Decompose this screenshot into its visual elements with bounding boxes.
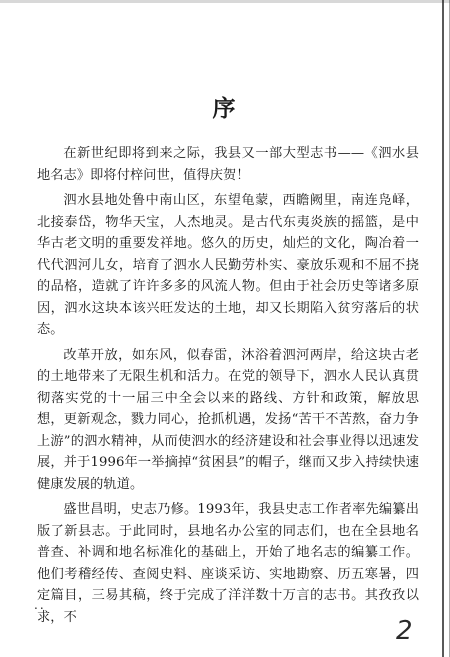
paragraph-2: 泗水县地处鲁中南山区，东望龟蒙，西瞻阙里，南连凫峄，北接泰岱，物华天宝，人杰地灵。是古代东夷炎族的摇篮，是中华古老文明的重要发祥地。悠久的历史，灿烂的文化，陶冶着一代代泗河儿女，培育了泗水人民勤劳朴实、豪放乐观和不屈不挠的品格，造就了许许多多的风流人物。但由于社会历史等诸多原因，泗水这块本该兴旺发达的土地，却又长期陷入贫穷落后的状态。 [37,193,419,337]
page-title: 序 [212,95,238,122]
stray-marks: .. [34,598,46,612]
paragraph-1: 在新世纪即将到来之际，我县又一部大型志书——《泗水县地名志》即将付梓问世，值得庆贺！ [37,146,419,183]
body-text [37,143,419,632]
paragraph-3: 改革开放，如东风，似春雷，沐浴着泗河两岸，给这块古老的土地带来了无限生机和活力。在党的领导下，泗水人民认真贯彻落实党的十一届三中全会以来的路线、方针和政策，解放思想，更新观念，戮力同心，抢抓机遇，发扬“苦干不苦熬，奋力争上游”的泗水精神，从而使泗水的经济建设和社会事业得以迅速发展，并于1996年一举摘掉“贫困县”的帽子，继而又步入持续快速健康发展的轨道。 [37,347,419,492]
handwritten-page-number: 2 [396,616,413,646]
scan-edge-top [0,0,450,3]
paragraph-4: 盛世昌明，史志乃修。1993年，我县史志工作者率先编纂出版了新县志。于此同时，县地名办公室的同志们，也在全县地名普查、补调和地名标准化的基础上，开始了地名志的编纂工作。他们考稽经传、查阅史料、座谈采访、实地勘察、历五寒暑，四定篇目，三易其稿，终于完成了洋洋数十万言的志书。其孜孜以求，不 [37,502,419,625]
